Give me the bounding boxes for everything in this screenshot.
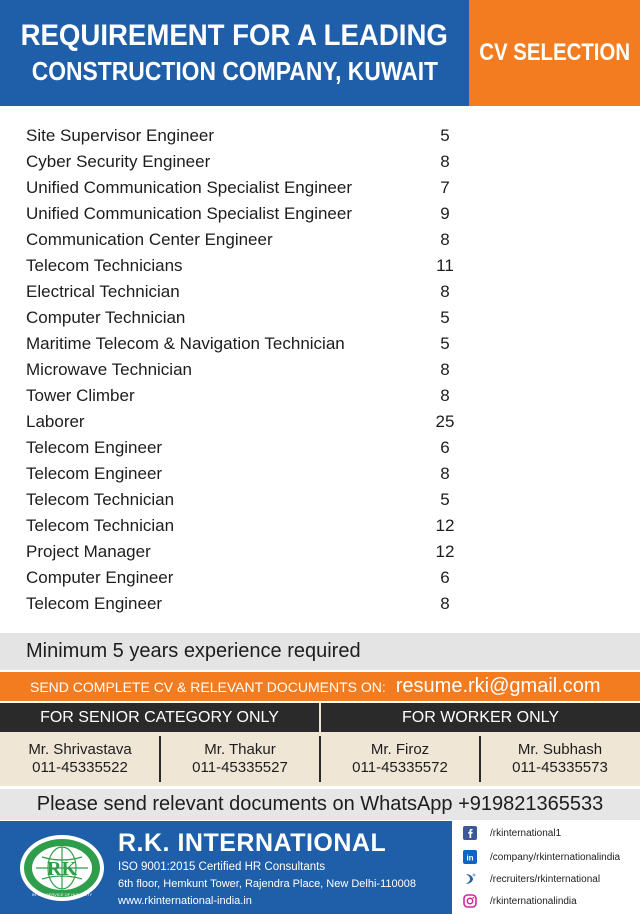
job-title: Maritime Telecom & Navigation Technician bbox=[26, 334, 345, 353]
contact-name: Mr. Firoz bbox=[370, 741, 430, 758]
job-count: 5 bbox=[440, 308, 450, 327]
facebook-icon bbox=[462, 825, 478, 841]
social-facebook[interactable] bbox=[462, 824, 638, 842]
whatsapp-text: Please send relevant documents on WhatsApp +919821365533 bbox=[36, 793, 604, 815]
job-title: Electrical Technician bbox=[26, 282, 180, 301]
job-title: Unified Communication Specialist Engineer bbox=[26, 178, 352, 197]
job-title: Project Manager bbox=[26, 542, 151, 561]
iso-text: ISO 9001:2015 Certified HR Consultants bbox=[118, 861, 326, 873]
contact-card bbox=[0, 741, 160, 777]
social-text: /company/rkinternationalindia bbox=[490, 851, 621, 863]
job-row bbox=[0, 176, 640, 202]
category-header bbox=[0, 703, 640, 732]
logo-text: RK bbox=[47, 858, 77, 880]
job-count: 8 bbox=[440, 230, 450, 249]
social-linkedin[interactable] bbox=[462, 848, 638, 866]
header-title-block bbox=[0, 0, 469, 106]
job-title: Communication Center Engineer bbox=[26, 230, 273, 249]
job-title: Telecom Engineer bbox=[26, 464, 163, 483]
job-count: 12 bbox=[435, 542, 455, 561]
experience-bar bbox=[0, 633, 640, 670]
job-count: 6 bbox=[440, 438, 450, 457]
contact-phone[interactable]: 011-45335573 bbox=[512, 759, 608, 776]
job-count: 5 bbox=[440, 334, 450, 353]
job-title: Laborer bbox=[26, 412, 85, 431]
job-row bbox=[0, 540, 640, 566]
job-row bbox=[0, 124, 640, 150]
job-count: 11 bbox=[436, 256, 454, 275]
job-title: Microwave Technician bbox=[26, 360, 192, 379]
job-row bbox=[0, 306, 640, 332]
contact-card bbox=[480, 741, 640, 777]
contact-card bbox=[320, 741, 480, 777]
svg-text:in: in bbox=[466, 853, 474, 863]
job-row bbox=[0, 436, 640, 462]
job-row bbox=[0, 514, 640, 540]
job-count: 8 bbox=[440, 464, 450, 483]
social-text: /recruiters/rkinternational bbox=[490, 873, 601, 885]
job-count: 12 bbox=[435, 516, 455, 535]
logo-ring-text: IN THE SERVICE OF HUMANITY bbox=[31, 892, 93, 897]
contact-phone[interactable]: 011-45335572 bbox=[352, 759, 448, 776]
job-row bbox=[0, 202, 640, 228]
job-count: 8 bbox=[440, 360, 450, 379]
job-row bbox=[0, 488, 640, 514]
job-title: Cyber Security Engineer bbox=[26, 152, 211, 171]
contact-phone[interactable]: 011-45335522 bbox=[32, 759, 128, 776]
social-links bbox=[452, 821, 640, 914]
job-row bbox=[0, 228, 640, 254]
job-row bbox=[0, 592, 640, 618]
worker-category-label: FOR WORKER ONLY bbox=[401, 709, 560, 726]
contact-row bbox=[0, 732, 640, 786]
job-title: Computer Technician bbox=[26, 308, 186, 327]
social-instagram[interactable] bbox=[462, 892, 638, 910]
job-title: Telecom Technician bbox=[26, 490, 175, 509]
job-title: Computer Engineer bbox=[26, 568, 174, 587]
job-title: Unified Communication Specialist Engineer bbox=[26, 204, 352, 223]
contact-phone[interactable]: 011-45335527 bbox=[192, 759, 288, 776]
job-count: 8 bbox=[440, 594, 450, 613]
job-count: 8 bbox=[440, 152, 450, 171]
job-count: 7 bbox=[440, 178, 450, 197]
footer bbox=[0, 821, 640, 914]
social-naukri[interactable] bbox=[462, 870, 638, 888]
cv-selection-label: CV SELECTION bbox=[479, 39, 630, 66]
job-list bbox=[0, 124, 640, 618]
cv-selection-badge bbox=[469, 0, 640, 106]
senior-category-label: FOR SENIOR CATEGORY ONLY bbox=[40, 709, 279, 726]
company-name: R.K. INTERNATIONAL bbox=[118, 829, 387, 857]
job-count: 5 bbox=[440, 126, 450, 145]
social-text: /rkinternationalindia bbox=[490, 895, 577, 907]
job-row bbox=[0, 410, 640, 436]
job-count: 8 bbox=[440, 282, 450, 301]
job-row bbox=[0, 254, 640, 280]
job-count: 25 bbox=[435, 412, 455, 431]
header-title-line2: CONSTRUCTION COMPANY, KUWAIT bbox=[31, 56, 438, 86]
job-title: Telecom Engineer bbox=[26, 438, 163, 457]
contact-card bbox=[160, 741, 320, 777]
social-text: /rkinternational1 bbox=[490, 827, 562, 839]
send-cv-label: SEND COMPLETE CV & RELEVANT DOCUMENTS ON: bbox=[30, 678, 386, 695]
job-row bbox=[0, 384, 640, 410]
email-link[interactable]: resume.rki@gmail.com bbox=[395, 675, 601, 697]
header-title-line1: REQUIREMENT FOR A LEADING bbox=[20, 19, 449, 52]
address-text: 6th floor, Hemkunt Tower, Rajendra Place, New Delhi-110008 bbox=[118, 878, 416, 890]
job-count: 8 bbox=[440, 386, 450, 405]
job-row bbox=[0, 280, 640, 306]
linkedin-icon bbox=[462, 849, 478, 865]
job-title: Telecom Technicians bbox=[26, 256, 183, 275]
job-count: 6 bbox=[440, 568, 450, 587]
whatsapp-bar bbox=[0, 789, 640, 820]
job-title: Telecom Engineer bbox=[26, 594, 163, 613]
naukri-icon bbox=[462, 871, 478, 887]
job-row bbox=[0, 358, 640, 384]
job-row bbox=[0, 566, 640, 592]
job-count: 9 bbox=[440, 204, 450, 223]
job-row bbox=[0, 332, 640, 358]
contact-name: Mr. Shrivastava bbox=[28, 741, 132, 758]
rk-logo bbox=[18, 833, 106, 903]
send-cv-bar bbox=[0, 672, 640, 701]
job-title: Site Supervisor Engineer bbox=[26, 126, 215, 145]
header bbox=[0, 0, 640, 106]
job-title: Telecom Technician bbox=[26, 516, 175, 535]
instagram-icon bbox=[462, 893, 478, 909]
job-row bbox=[0, 150, 640, 176]
website-link[interactable]: www.rkinternational-india.in bbox=[118, 895, 252, 907]
job-title: Tower Climber bbox=[26, 386, 135, 405]
job-count: 5 bbox=[440, 490, 450, 509]
contact-name: Mr. Thakur bbox=[204, 741, 276, 758]
job-row bbox=[0, 462, 640, 488]
experience-text: Minimum 5 years experience required bbox=[26, 640, 361, 662]
contact-name: Mr. Subhash bbox=[517, 741, 603, 758]
